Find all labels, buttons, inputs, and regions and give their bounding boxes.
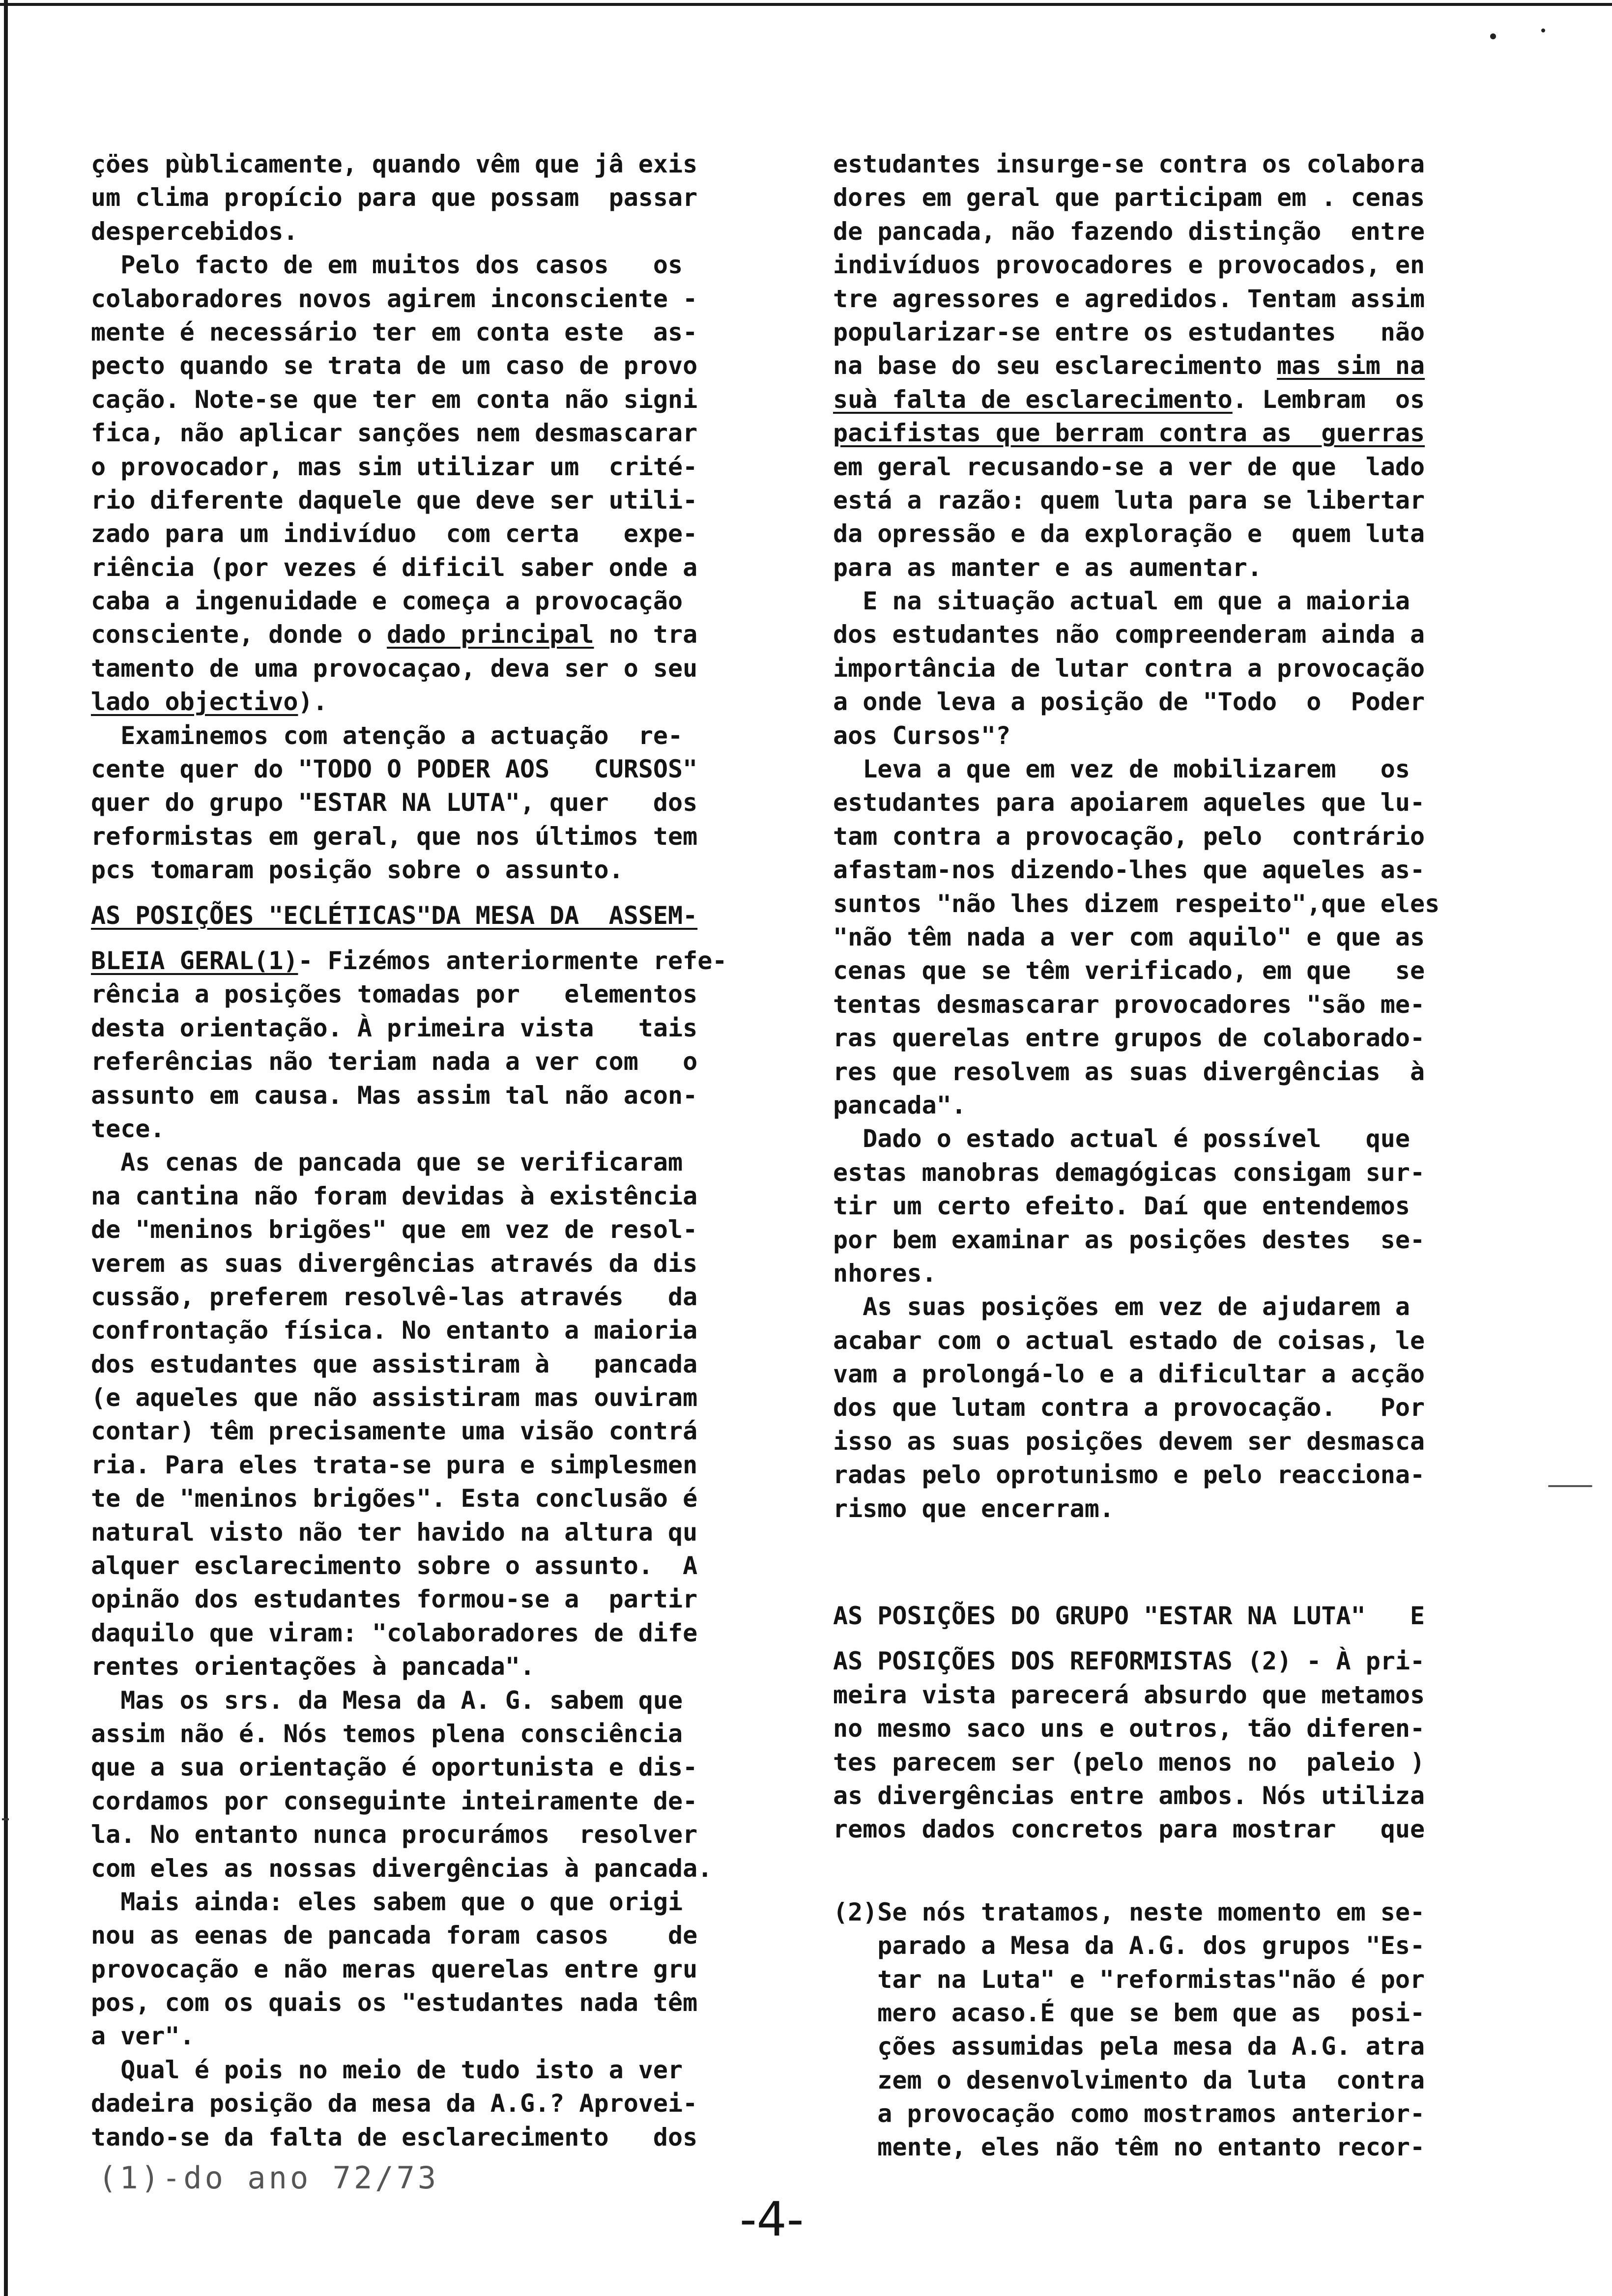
text-line: verem as suas divergências através da dis bbox=[91, 1249, 698, 1278]
text-line: cordamos por conseguinte inteiramente de- bbox=[91, 1786, 698, 1815]
text-line: nhores. bbox=[833, 1259, 937, 1288]
text-line: de pancada, não fazendo distinção entre bbox=[833, 217, 1425, 246]
text-line: estudantes insurge-se contra os colabora bbox=[833, 150, 1425, 178]
text-line: de "meninos brigões" que em vez de resol- bbox=[91, 1215, 698, 1244]
text-line: cação. Note-se que ter em conta não signi bbox=[91, 385, 698, 414]
text-line: alquer esclarecimento sobre o assunto. A bbox=[91, 1551, 698, 1580]
text-line: tre agressores e agredidos. Tentam assim bbox=[833, 284, 1425, 313]
text-line: por bem examinar as posições destes se- bbox=[833, 1225, 1425, 1254]
text-line: cente quer do "TODO O PODER AOS CURSOS" bbox=[91, 755, 698, 784]
margin-mark bbox=[1548, 1485, 1592, 1487]
text-line: rência a posições tomadas por elementos bbox=[91, 980, 698, 1009]
margin-dot bbox=[1490, 33, 1496, 39]
text-line: opinão dos estudantes formou-se a partir bbox=[91, 1585, 698, 1614]
text-line: daquilo que viram: "colaboradores de dife bbox=[91, 1618, 698, 1647]
text-line: suntos "não lhes dizem respeito",que eles bbox=[833, 889, 1440, 918]
text-line: Mas os srs. da Mesa da A. G. sabem que bbox=[91, 1686, 683, 1715]
text-line: dos estudantes que assistiram à pancada bbox=[91, 1349, 698, 1378]
text-line: quer do grupo "ESTAR NA LUTA", quer dos bbox=[91, 788, 698, 817]
text-line: riência (por vezes é dificil saber onde a bbox=[91, 553, 698, 582]
text-line: la. No entanto nunca procurámos resolver bbox=[91, 1820, 698, 1849]
text-line: afastam-nos dizendo-lhes que aqueles as- bbox=[833, 856, 1425, 885]
text-line: estas manobras demagógicas consigam sur- bbox=[833, 1158, 1425, 1187]
text-line: te de "meninos brigões". Esta conclusão é bbox=[91, 1484, 698, 1513]
text-line: mente é necessário ter em conta este as- bbox=[91, 317, 698, 346]
text-line: tar na Luta" e "reformistas"não é por bbox=[833, 1965, 1425, 1994]
left-column bbox=[91, 147, 779, 2154]
text-line: popularizar-se entre os estudantes não bbox=[833, 317, 1425, 346]
text-line: ria. Para eles trata-se pura e simplesmen bbox=[91, 1450, 698, 1479]
text-line: tes parecem ser (pelo menos no paleio ) bbox=[833, 1748, 1425, 1777]
text-line: a ver". bbox=[91, 2022, 195, 2051]
text-line: o provocador, mas sim utilizar um crité- bbox=[91, 452, 698, 481]
page-number: -4- bbox=[740, 2192, 804, 2247]
paragraph-gap bbox=[91, 932, 779, 944]
text-line: para as manter e as aumentar. bbox=[833, 553, 1262, 582]
text-line: em geral recusando-se a ver de que lado bbox=[833, 452, 1425, 481]
text-line: AS POSIÇÕES DOS REFORMISTAS (2) - À pri- bbox=[833, 1647, 1425, 1676]
text-line: remos dados concretos para mostrar que bbox=[833, 1815, 1425, 1844]
text-line: nou as eenas de pancada foram casos de bbox=[91, 1921, 698, 1950]
margin-tick bbox=[2, 1818, 9, 1820]
text-line: parado a Mesa da A.G. dos grupos "Es- bbox=[833, 1931, 1425, 1960]
text-line: E na situação actual em que a maioria bbox=[833, 587, 1410, 616]
text-line: dos estudantes não compreenderam ainda a bbox=[833, 620, 1425, 649]
text-line: As cenas de pancada que se verificaram bbox=[91, 1148, 683, 1177]
text-line: mente, eles não têm no entanto recor- bbox=[833, 2133, 1425, 2162]
text-line: na base do seu esclarecimento mas sim na bbox=[833, 351, 1425, 380]
text-line: assim não é. Nós temos plena consciência bbox=[91, 1719, 683, 1748]
text-line: aos Cursos"? bbox=[833, 721, 1011, 750]
text-line: rio diferente daquele que deve ser utili- bbox=[91, 486, 698, 515]
text-line: "não têm nada a ver com aquilo" e que as bbox=[833, 922, 1425, 951]
text-line: dos que lutam contra a provocação. Por bbox=[833, 1393, 1425, 1422]
footnote: (1)-do ano 72/73 bbox=[98, 2160, 439, 2196]
text-line: (2)Se nós tratamos, neste momento em se- bbox=[833, 1897, 1425, 1926]
text-line: lado objectivo). bbox=[91, 688, 328, 717]
text-line: suà falta de esclarecimento. Lembram os bbox=[833, 385, 1425, 414]
text-line: importância de lutar contra a provocação bbox=[833, 654, 1425, 683]
text-line: assunto em causa. Mas assim tal não acon- bbox=[91, 1081, 698, 1110]
text-line: a onde leva a posição de "Todo o Poder bbox=[833, 688, 1425, 717]
text-line: referências não teriam nada a ver com o bbox=[91, 1047, 698, 1076]
page-border-top bbox=[0, 3, 1612, 6]
paragraph-gap bbox=[833, 1525, 1521, 1599]
text-line: cussão, preferem resolvê-las através da bbox=[91, 1282, 698, 1311]
paragraph-gap bbox=[833, 1633, 1521, 1644]
text-line: tentas desmascarar provocadores "são me- bbox=[833, 990, 1425, 1019]
text-line: Leva a que em vez de mobilizarem os bbox=[833, 755, 1410, 784]
text-line: radas pelo oprotunismo e pelo reacciona- bbox=[833, 1461, 1425, 1490]
text-line: natural visto não ter havido na altura qu bbox=[91, 1518, 698, 1547]
text-line: tando-se da falta de esclarecimento dos bbox=[91, 2123, 698, 2152]
paragraph-gap bbox=[91, 887, 779, 899]
text-line: Qual é pois no meio de tudo isto a ver bbox=[91, 2055, 683, 2084]
text-line: vam a prolongá-lo e a dificultar a acção bbox=[833, 1360, 1425, 1389]
text-line: res que resolvem as suas divergências à bbox=[833, 1057, 1425, 1086]
text-line: Examinemos com atenção a actuação re- bbox=[91, 721, 683, 750]
text-line: acabar com o actual estado de coisas, le bbox=[833, 1326, 1425, 1355]
text-line: As suas posições em vez de ajudarem a bbox=[833, 1292, 1410, 1321]
page-border-left bbox=[4, 0, 8, 2296]
text-line: pancada". bbox=[833, 1091, 966, 1119]
text-line: da opressão e da exploração e quem luta bbox=[833, 519, 1425, 548]
text-line: reformistas em geral, que nos últimos tem bbox=[91, 822, 698, 851]
text-line: tece. bbox=[91, 1114, 165, 1143]
text-line: a provocação como mostramos anterior- bbox=[833, 2099, 1425, 2128]
text-line: AS POSIÇÕES DO GRUPO "ESTAR NA LUTA" E bbox=[833, 1602, 1425, 1631]
text-line: Dado o estado actual é possível que bbox=[833, 1124, 1410, 1153]
text-line: está a razão: quem luta para se libertar bbox=[833, 486, 1425, 515]
text-line: rentes orientações à pancada". bbox=[91, 1652, 535, 1681]
text-line: rismo que encerram. bbox=[833, 1494, 1114, 1523]
text-line: tam contra a provocação, pelo contrário bbox=[833, 822, 1425, 851]
text-line: çöes pùblicamente, quando vêm que jâ exis bbox=[91, 150, 698, 178]
text-line: pecto quando se trata de um caso de provo bbox=[91, 351, 698, 380]
text-line: que a sua orientação é oportunista e dis- bbox=[91, 1753, 698, 1782]
text-line: AS POSIÇÕES "ECLÉTICAS"DA MESA DA ASSEM- bbox=[91, 901, 698, 930]
right-column bbox=[833, 147, 1521, 2164]
text-line: despercebidos. bbox=[91, 217, 298, 246]
text-line: cenas que se têm verificado, em que se bbox=[833, 956, 1425, 985]
text-line: desta orientação. À primeira vista tais bbox=[91, 1013, 698, 1042]
text-line: Pelo facto de em muitos dos casos os bbox=[91, 251, 683, 280]
text-line: caba a ingenuidade e começa a provocação bbox=[91, 587, 683, 616]
text-line: tamento de uma provocaçao, deva ser o seu bbox=[91, 654, 698, 683]
text-line: zado para um indivíduo com certa expe- bbox=[91, 519, 698, 548]
text-line: no mesmo saco uns e outros, tão diferen- bbox=[833, 1714, 1425, 1743]
text-line: tir um certo efeito. Daí que entendemos bbox=[833, 1192, 1410, 1221]
text-line: um clima propício para que possam passar bbox=[91, 183, 698, 212]
text-line: BLEIA GERAL(1)- Fizémos anteriormente refe- bbox=[91, 946, 727, 975]
text-line: pacifistas que berram contra as guerras bbox=[833, 419, 1425, 448]
text-line: (e aqueles que não assistiram mas ouviram bbox=[91, 1383, 698, 1412]
text-line: dores em geral que participam em . cenas bbox=[833, 183, 1425, 212]
text-line: contar) têm precisamente uma visão contrá bbox=[91, 1417, 698, 1446]
text-line: confrontação física. No entanto a maioria bbox=[91, 1316, 698, 1345]
text-line: na cantina não foram devidas à existência bbox=[91, 1181, 698, 1210]
text-line: pcs tomaram posição sobre o assunto. bbox=[91, 856, 624, 885]
text-line: as divergências entre ambos. Nós utiliza bbox=[833, 1781, 1425, 1810]
text-line: mero acaso.É que se bem que as posi- bbox=[833, 1998, 1425, 2027]
margin-dot bbox=[1541, 29, 1545, 32]
text-line: zem o desenvolvimento da luta contra bbox=[833, 2066, 1425, 2095]
text-line: pos, com os quais os "estudantes nada têm bbox=[91, 1988, 698, 2017]
text-line: Mais ainda: eles sabem que o que origi bbox=[91, 1887, 683, 1916]
text-line: com eles as nossas divergências à pancada. bbox=[91, 1854, 713, 1883]
text-line: ções assumidas pela mesa da A.G. atra bbox=[833, 2032, 1425, 2061]
text-line: meira vista parecerá absurdo que metamos bbox=[833, 1680, 1425, 1709]
text-line: estudantes para apoiarem aqueles que lu- bbox=[833, 788, 1425, 817]
text-line: indivíduos provocadores e provocados, en bbox=[833, 251, 1425, 280]
text-line: ras querelas entre grupos de colaborado- bbox=[833, 1024, 1425, 1053]
text-line: provocação e não meras querelas entre gru bbox=[91, 1954, 698, 1983]
text-line: isso as suas posições devem ser desmasca bbox=[833, 1427, 1425, 1456]
paragraph-gap bbox=[833, 1846, 1521, 1895]
text-line: dadeira posição da mesa da A.G.? Aprovei- bbox=[91, 2089, 698, 2118]
text-line: colaboradores novos agirem inconsciente - bbox=[91, 284, 698, 313]
text-line: fica, não aplicar sanções nem desmascarar bbox=[91, 419, 698, 448]
text-line: consciente, donde o dado principal no tra bbox=[91, 620, 698, 649]
